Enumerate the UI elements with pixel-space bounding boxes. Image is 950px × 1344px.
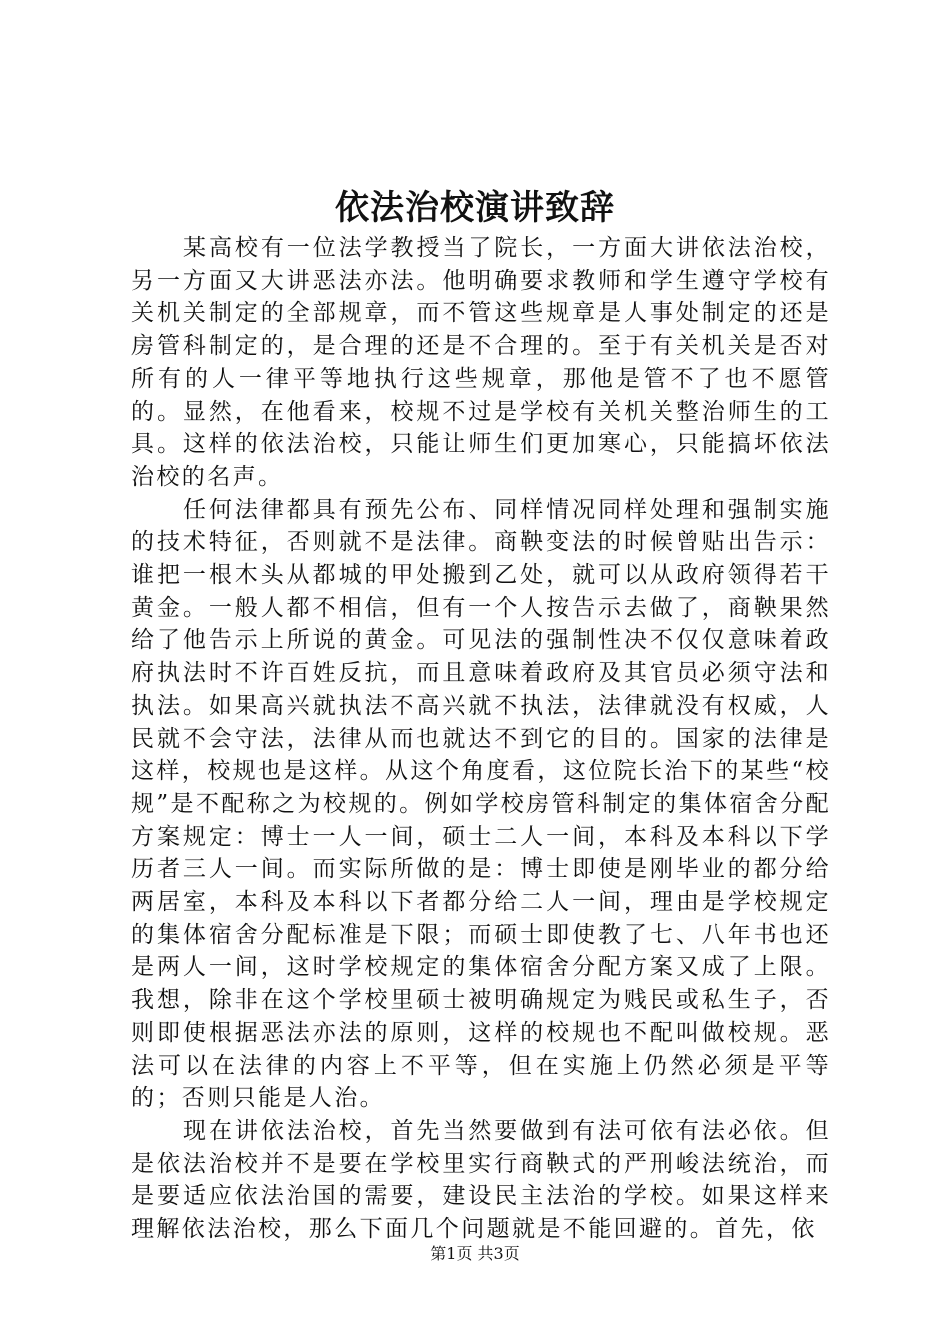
paragraph: 某高校有一位法学教授当了院长，一方面大讲依法治校，另一方面又大讲恶法亦法。他明确要求教师和学生遵守学校有关机关制定的全部规章，而不管这些规章是人事处制定的还是房管科制定的，是合理的还是不合理的。至于有关机关是否对所有的人一律平等地执行这些规章，那他是管不了也不愿管的。显然，在他看来，校规不过是学校有关机关整治师生的工具。这样的依法治校，只能让师生们更加寒心，只能搞坏依法治校的名声。 (131, 235, 831, 490)
document-body (131, 232, 831, 1243)
document-title: 依法治校演讲致辞 (335, 188, 615, 228)
paragraph: 现在讲依法治校，首先当然要做到有法可依有法必依。但是依法治校并不是要在学校里实行商鞅式的严刑峻法统治，而是要适应依法治国的需要，建设民主法治的学校。如果这样来理解依法治校，那么下面几个问题就是不能回避的。首先，依 (131, 1117, 831, 1243)
page-number-footer: 第1页 共3页 (430, 1244, 520, 1263)
paragraph: 任何法律都具有预先公布、同样情况同样处理和强制实施的技术特征，否则就不是法律。商鞅变法的时候曾贴出告示：谁把一根木头从都城的甲处搬到乙处，就可以从政府领得若干黄金。一般人都不相信，但有一个人按告示去做了，商鞅果然给了他告示上所说的黄金。可见法的强制性决不仅仅意味着政府执法时不许百姓反抗，而且意味着政府及其官员必须守法和执法。如果高兴就执法不高兴就不执法，法律就没有权威，人民就不会守法，法律从而也就达不到它的目的。国家的法律是这样，校规也是这样。从这个角度看，这位院长治下的某些“校规”是不配称之为校规的。例如学校房管科制定的集体宿舍分配方案规定：博士一人一间，硕士二人一间，本科及本科以下学历者三人一间。而实际所做的是：博士即使是刚毕业的都分给两居室，本科及本科以下者都分给二人一间，理由是学校规定的集体宿舍分配标准是下限；而硕士即使教了七、八年书也还是两人一间，这时学校规定的集体宿舍分配方案又成了上限。我想，除非在这个学校里硕士被明确规定为贱民或私生子，否则即使根据恶法亦法的原则，这样的校规也不配叫做校规。恶法可以在法律的内容上不平等，但在实施上仍然必须是平等的；否则只能是人治。 (131, 496, 831, 1112)
